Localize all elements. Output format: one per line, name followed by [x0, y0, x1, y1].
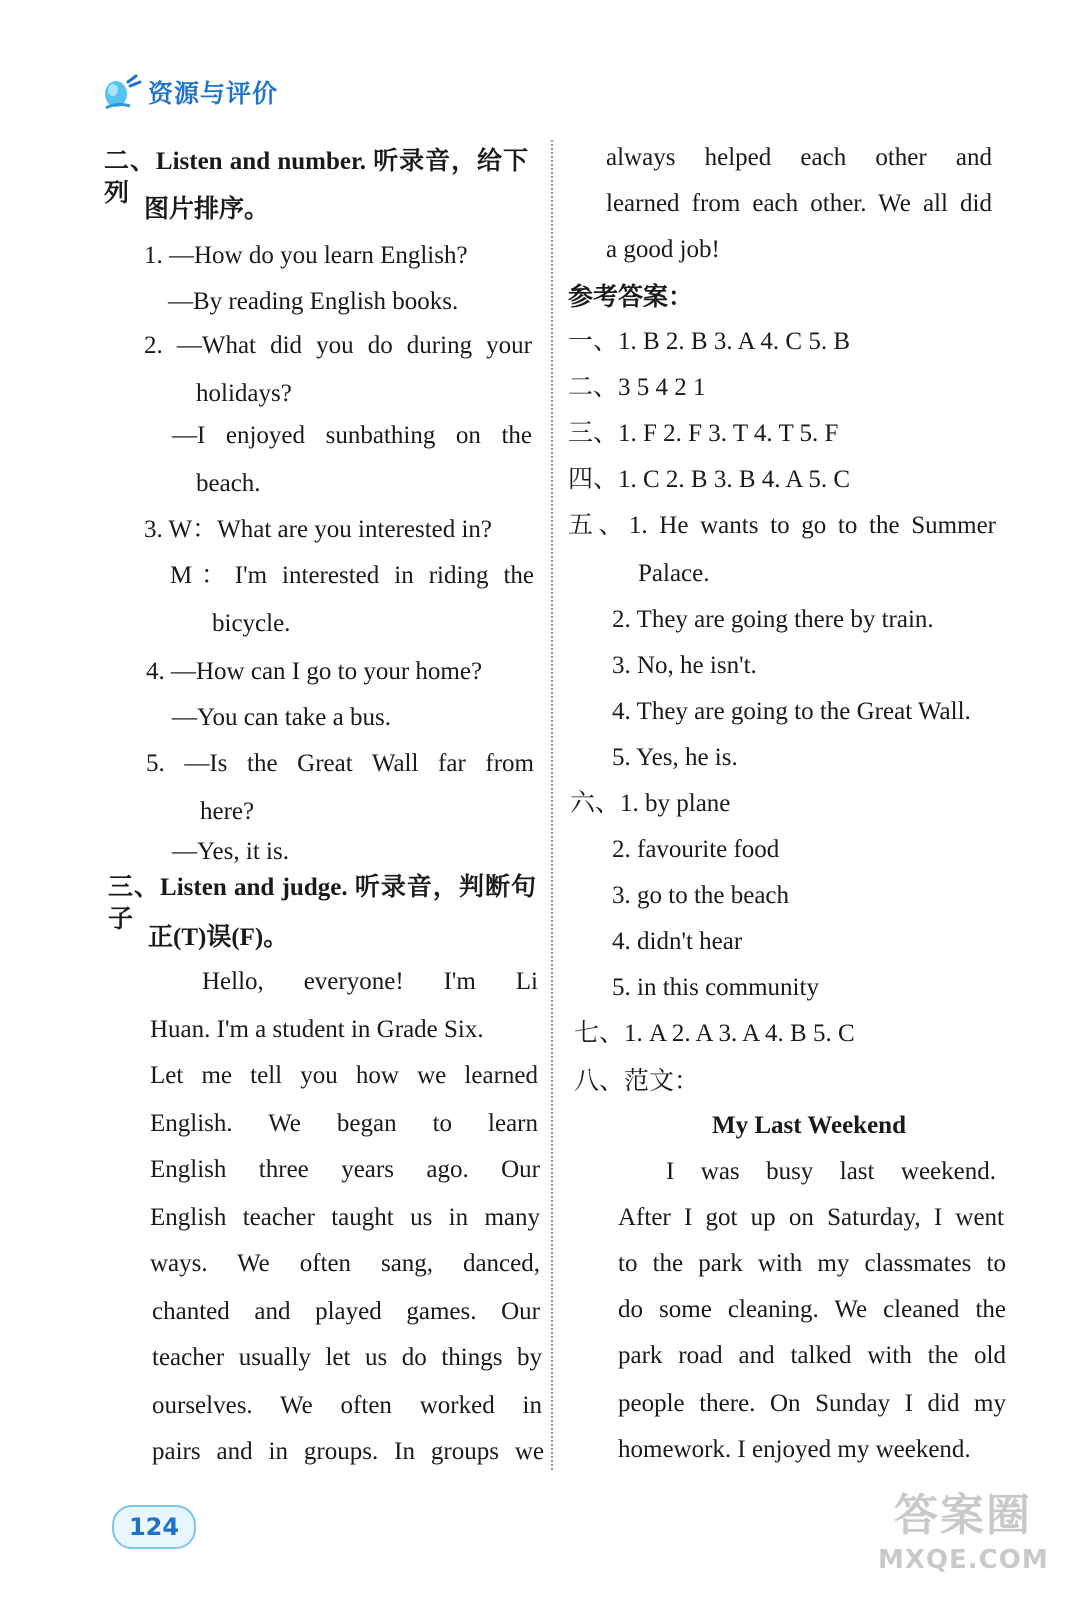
right-text-line: 三、1. F 2. F 3. T 4. T 5. F	[568, 420, 839, 447]
right-text-line: My Last Weekend	[712, 1112, 906, 1139]
right-text-line: do some cleaning. We cleaned the	[618, 1296, 1006, 1323]
right-text-line: 5. Yes, he is.	[612, 744, 738, 771]
right-text-line: always helped each other and	[606, 144, 992, 171]
left-text-line: pairs and in groups. In groups we	[152, 1438, 544, 1465]
right-text-line: 一、1. B 2. B 3. A 4. C 5. B	[568, 328, 850, 355]
right-text-line: 4. They are going to the Great Wall.	[612, 698, 971, 725]
right-text-line: homework. I enjoyed my weekend.	[618, 1436, 971, 1463]
right-text-line: After I got up on Saturday, I went	[618, 1204, 1004, 1231]
right-text-line: 3. No, he isn't.	[612, 652, 757, 679]
right-text-line: to the park with my classmates to	[618, 1250, 1006, 1277]
left-text-line: —I enjoyed sunbathing on the	[172, 422, 532, 449]
left-text-line: 二、Listen and number. 听录音，给下列	[104, 148, 528, 207]
right-text-line: 八、范文：	[574, 1068, 700, 1095]
right-text-line: 五、1. He wants to go to the Summer	[568, 512, 996, 539]
right-text-line: 六、1. by plane	[570, 790, 731, 817]
right-text-line: 参考答案：	[568, 284, 694, 311]
left-text-line: —You can take a bus.	[172, 704, 391, 731]
left-text-line: 1. —How do you learn English?	[144, 242, 468, 269]
right-text-line: I was busy last weekend.	[666, 1158, 996, 1185]
left-text-line: M：I'm interested in riding the	[170, 562, 534, 589]
left-text-line: teacher usually let us do things by	[152, 1344, 542, 1371]
left-text-line: here?	[200, 798, 255, 825]
left-text-line: English. We began to learn	[150, 1110, 538, 1137]
right-text-line: park road and talked with the old	[618, 1342, 1006, 1369]
right-text-line: people there. On Sunday I did my	[618, 1390, 1006, 1417]
left-text-line: 三、Listen and judge. 听录音，判断句子	[108, 874, 536, 933]
left-text-line: holidays?	[196, 380, 292, 407]
left-text-line: 3. W：What are you interested in?	[144, 516, 493, 543]
watermark-logo	[878, 1488, 1048, 1588]
right-text-line: Palace.	[638, 560, 710, 587]
left-text-line: 正(T)误(F)。	[148, 924, 289, 951]
brand-title: 资源与评价	[148, 79, 279, 108]
left-text-line: 5. —Is the Great Wall far from	[146, 750, 534, 777]
right-text-line: 二、3 5 4 2 1	[568, 374, 706, 401]
left-text-line: beach.	[196, 470, 261, 497]
right-text-line: learned from each other. We all did	[606, 190, 992, 217]
left-text-line: 4. —How can I go to your home?	[146, 658, 483, 685]
left-text-line: English teacher taught us in many	[150, 1204, 540, 1231]
left-text-line: chanted and played games. Our	[152, 1298, 540, 1325]
right-text-line: 七、1. A 2. A 3. A 4. B 5. C	[574, 1020, 855, 1047]
right-text-line: 2. They are going there by train.	[612, 606, 934, 633]
watermark-main: 答案圈	[894, 1490, 1032, 1541]
right-text-line: 3. go to the beach	[612, 882, 790, 909]
right-text-line: 四、1. C 2. B 3. B 4. A 5. C	[568, 466, 850, 493]
right-text-line: a good job!	[606, 236, 720, 263]
right-text-line: 4. didn't hear	[612, 928, 743, 955]
left-text-line: ourselves. We often worked in	[152, 1392, 542, 1419]
left-text-line: —Yes, it is.	[172, 838, 289, 865]
left-text-line: —By reading English books.	[168, 288, 459, 315]
left-text-line: Let me tell you how we learned	[150, 1062, 538, 1089]
watermark-sub: MXQE.COM	[878, 1545, 1049, 1575]
right-text-line: 5. in this community	[612, 974, 819, 1001]
left-text-line: 2. —What did you do during your	[144, 332, 532, 359]
left-text-line: 图片排序。	[144, 196, 270, 223]
page-number: 124	[112, 1505, 196, 1549]
left-text-line: Huan. I'm a student in Grade Six.	[150, 1016, 484, 1043]
left-text-line: bicycle.	[212, 610, 291, 637]
left-text-line: Hello, everyone! I'm Li	[202, 968, 538, 995]
left-text-line: ways. We often sang, danced,	[150, 1250, 540, 1277]
left-text-line: English three years ago. Our	[150, 1156, 540, 1183]
right-text-line: 2. favourite food	[612, 836, 780, 863]
